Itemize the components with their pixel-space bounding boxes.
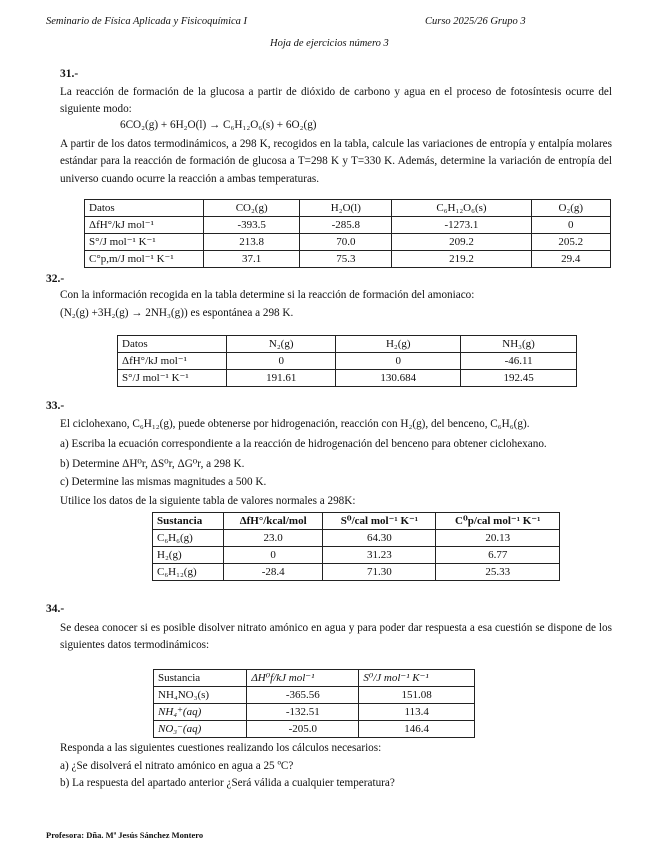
- table-cell: 25.33: [436, 564, 560, 581]
- table-cell: 20.13: [436, 530, 560, 547]
- header-course-name: Seminario de Física Aplicada y Fisicoquímica I: [46, 16, 248, 27]
- table-cell: -46.11: [461, 353, 577, 370]
- table-cell: 23.0: [224, 530, 323, 547]
- table-cell: H₂(g): [153, 547, 224, 564]
- table-cell: C₆H₁₂(g): [153, 564, 224, 581]
- table-cell: 70.0: [300, 234, 392, 251]
- exercise-31-intro: La reacción de formación de la glucosa a partir de dióxido de carbono y agua en el proceso de fotosíntesis ocurre del siguiente modo:: [60, 86, 612, 116]
- exercise-31-number: 31.-: [60, 68, 79, 80]
- table-cell: 75.3: [300, 251, 392, 268]
- table-header-cell: C₆H₁₂O₆(s): [392, 200, 531, 217]
- table-cell: -205.0: [247, 721, 359, 738]
- table-cell: NO₃⁻(aq): [154, 721, 247, 738]
- table-header-row: [85, 200, 611, 217]
- table-row: [118, 353, 577, 370]
- exercise-32-number: 32.-: [46, 273, 65, 285]
- table-cell: 130.684: [336, 370, 461, 387]
- exercise-34-respond: Responda a las siguientes cuestiones realizando los cálculos necesarios:: [60, 742, 382, 754]
- table-cell: C₆H₆(g): [153, 530, 224, 547]
- table-cell: -285.8: [300, 217, 392, 234]
- exercise-32-line1: Con la información recogida en la tabla determine si la reacción de formación del amoniaco:: [60, 289, 475, 301]
- exercise-34-part-a: a) ¿Se disolverá el nitrato amónico en agua a 25 ºC?: [60, 760, 294, 772]
- exercise-34-intro: Se desea conocer si es posible disolver nitrato amónico en agua y para poder dar respuesta a esa cuestión se dispone de los siguientes datos termodinámicos:: [60, 622, 612, 652]
- table-header-cell: S⁰/cal mol⁻¹ K⁻¹: [323, 513, 436, 530]
- exercise-34-table: [153, 669, 475, 738]
- table-cell: 219.2: [392, 251, 531, 268]
- table-row: [154, 687, 475, 704]
- table-cell: 37.1: [204, 251, 300, 268]
- table-cell: 151.08: [359, 687, 475, 704]
- table-cell: 0: [224, 547, 323, 564]
- header-course-year: Curso 2025/26 Grupo 3: [425, 16, 526, 27]
- table-row: [153, 564, 560, 581]
- table-cell: 113.4: [359, 704, 475, 721]
- table-cell: 31.23: [323, 547, 436, 564]
- footer-professor: Profesora: Dña. Mª Jesús Sánchez Montero: [46, 830, 204, 840]
- table-cell: 209.2: [392, 234, 531, 251]
- table-cell: 6.77: [436, 547, 560, 564]
- table-header-cell: Datos: [85, 200, 204, 217]
- table-header-cell: Sustancia: [154, 670, 247, 687]
- table-header-cell: CO₂(g): [204, 200, 300, 217]
- exercise-31-table: [84, 199, 611, 268]
- table-cell: 0: [531, 217, 610, 234]
- table-header-row: [154, 670, 475, 687]
- table-cell: S°/J mol⁻¹ K⁻¹: [118, 370, 227, 387]
- table-row: [153, 547, 560, 564]
- table-cell: ΔfH°/kJ mol⁻¹: [118, 353, 227, 370]
- exercise-34-number: 34.-: [46, 603, 65, 615]
- exercise-33-number: 33.-: [46, 400, 65, 412]
- table-cell: -365.56: [247, 687, 359, 704]
- table-cell: NH₄⁺(aq): [154, 704, 247, 721]
- table-header-cell: ΔfH°/kcal/mol: [224, 513, 323, 530]
- table-row: [154, 721, 475, 738]
- table-cell: 0: [336, 353, 461, 370]
- table-row: [85, 217, 611, 234]
- table-cell: 192.45: [461, 370, 577, 387]
- table-cell: 213.8: [204, 234, 300, 251]
- table-header-cell: N₂(g): [227, 336, 336, 353]
- table-cell: 191.61: [227, 370, 336, 387]
- exercise-33-data-intro: Utilice los datos de la siguiente tabla de valores normales a 298K:: [60, 495, 356, 507]
- exercise-32-line2: (N₂(g) +3H₂(g) → 2NH₃(g)) es espontánea a 298 K.: [60, 307, 294, 319]
- table-header-row: [118, 336, 577, 353]
- table-cell: 71.30: [323, 564, 436, 581]
- table-cell: S°/J mol⁻¹ K⁻¹: [85, 234, 204, 251]
- exercise-33-part-c: c) Determine las mismas magnitudes a 500 K.: [60, 476, 267, 488]
- table-row: [154, 704, 475, 721]
- exercise-33-part-a: a) Escriba la ecuación correspondiente a la reacción de hidrogenación del benceno para obtener ciclohexano.: [60, 438, 547, 450]
- table-header-cell: C⁰p/cal mol⁻¹ K⁻¹: [436, 513, 560, 530]
- table-cell: 0: [227, 353, 336, 370]
- table-row: [85, 251, 611, 268]
- table-row: [85, 234, 611, 251]
- table-header-cell: H₂O(l): [300, 200, 392, 217]
- page-title: Hoja de ejercicios número 3: [270, 38, 389, 49]
- table-header-cell: Sustancia: [153, 513, 224, 530]
- table-cell: -393.5: [204, 217, 300, 234]
- table-header-cell: H₂(g): [336, 336, 461, 353]
- table-cell: 205.2: [531, 234, 610, 251]
- exercise-33-part-b: b) Determine ΔH⁰r, ΔS⁰r, ΔG⁰r, a 298 K.: [60, 458, 245, 470]
- exercise-33-intro: El ciclohexano, C₆H₁₂(g), puede obtenerse por hidrogenación, reacción con H₂(g), del benceno, C₆H₆(g).: [60, 418, 530, 430]
- table-header-cell: O₂(g): [531, 200, 610, 217]
- table-cell: ΔfH°/kJ mol⁻¹: [85, 217, 204, 234]
- exercise-32-table: [117, 335, 577, 387]
- table-cell: -1273.1: [392, 217, 531, 234]
- exercise-31-equation: 6CO₂(g) + 6H₂O(l) → C₆H₁₂O₆(s) + 6O₂(g): [120, 119, 317, 131]
- exercise-33-table: [152, 512, 560, 581]
- table-row: [118, 370, 577, 387]
- table-header-cell: NH₃(g): [461, 336, 577, 353]
- table-cell: C°p,m/J mol⁻¹ K⁻¹: [85, 251, 204, 268]
- table-cell: 64.30: [323, 530, 436, 547]
- table-header-cell: ΔH⁰f/kJ mol⁻¹: [247, 670, 359, 687]
- table-header-cell: S⁰/J mol⁻¹ K⁻¹: [359, 670, 475, 687]
- table-header-row: [153, 513, 560, 530]
- table-cell: NH₄NO₃(s): [154, 687, 247, 704]
- table-cell: -28.4: [224, 564, 323, 581]
- exercise-31-text: A partir de los datos termodinámicos, a 298 K, recogidos en la tabla, calcule las variaciones de entropía y entalpía molares estándar para la reacción de formación de glucosa a T=298 K y T=330 K. Además, determine la variación de entropía del universo cuando ocurre la reacción a ambas temperaturas.: [60, 138, 612, 185]
- exercise-34-part-b: b) La respuesta del apartado anterior ¿Será válida a cualquier temperatura?: [60, 777, 395, 789]
- table-row: [153, 530, 560, 547]
- table-cell: 146.4: [359, 721, 475, 738]
- table-cell: 29.4: [531, 251, 610, 268]
- table-cell: -132.51: [247, 704, 359, 721]
- table-header-cell: Datos: [118, 336, 227, 353]
